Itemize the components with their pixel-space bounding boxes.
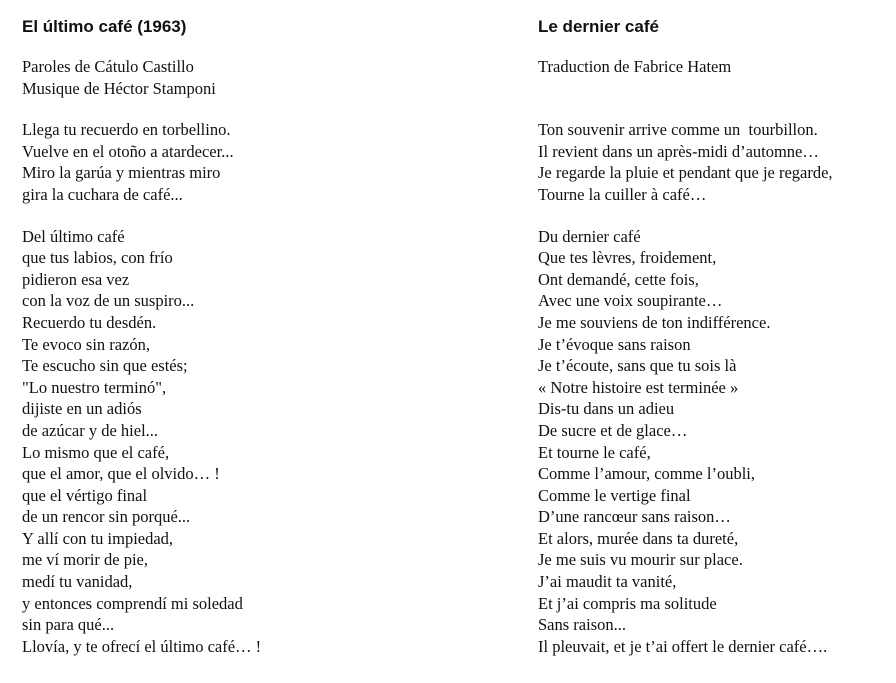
verse-line: Te escucho sin que estés; [22, 356, 188, 376]
credit-spacer [538, 78, 890, 100]
verse-line: « Notre histoire est terminée » [538, 377, 739, 397]
verse-line: Y allí con tu impiedad, [22, 528, 174, 548]
verse-line: D’une rancœur sans raison… [538, 507, 731, 527]
verse-line: que el amor, que el olvido… ! [22, 464, 220, 484]
verse-line: sin para qué... [22, 615, 115, 635]
verse-line: Du dernier café [538, 226, 641, 246]
verse-line: Il pleuvait, et je t’ai offert le dernier café…. [538, 636, 828, 656]
spanish-credits [22, 56, 502, 99]
verse-line: De sucre et de glace… [538, 420, 688, 440]
verse-line: Miro la garúa y mientras miro [22, 163, 221, 183]
verse-line: gira la cuchara de café... [22, 184, 183, 204]
verse-line: Que tes lèvres, froidement, [538, 248, 717, 268]
verse-line: Lo mismo que el café, [22, 442, 170, 462]
verse-line: Ont demandé, cette fois, [538, 269, 699, 289]
verse-line: Ton souvenir arrive comme un tourbillon. [538, 120, 818, 140]
verse-line: Comme le vertige final [538, 485, 691, 505]
verse-line: dijiste en un adiós [22, 399, 142, 419]
verse-line: Dis-tu dans un adieu [538, 399, 675, 419]
verse-line: Avec une voix soupirante… [538, 291, 723, 311]
verse-line: Et tourne le café, [538, 442, 651, 462]
verse-line: de un rencor sin porqué... [22, 507, 191, 527]
verse-line: que el vértigo final [22, 485, 148, 505]
credit-line: Paroles de Cátulo Castillo [22, 57, 194, 76]
verse-line: Je t’écoute, sans que tu sois là [538, 356, 737, 376]
verse-line: Llovía, y te ofrecí el último café… ! [22, 636, 262, 656]
verse-line: "Lo nuestro terminó", [22, 377, 167, 397]
credit-line: Traduction de Fabrice Hatem [538, 57, 732, 76]
verse-line: Vuelve en el otoño a atardecer... [22, 141, 234, 161]
verse-line: Je me suis vu mourir sur place. [538, 550, 743, 570]
verse-line: Te evoco sin razón, [22, 334, 151, 354]
verse-line: con la voz de un suspiro... [22, 291, 195, 311]
verse-line: Je regarde la pluie et pendant que je regarde, [538, 163, 833, 183]
french-column [538, 14, 890, 657]
french-title: Le dernier café [538, 17, 659, 36]
verse-line: y entonces comprendí mi soledad [22, 593, 243, 613]
spanish-column [22, 14, 502, 657]
french-stanza-2 [538, 226, 890, 658]
verse-line: de azúcar y de hiel... [22, 420, 159, 440]
credit-line: Musique de Héctor Stamponi [22, 78, 216, 98]
verse-line: Et j’ai compris ma solitude [538, 593, 717, 613]
spanish-title: El último café (1963) [22, 17, 187, 36]
verse-line: Je me souviens de ton indifférence. [538, 312, 771, 332]
spanish-stanza-1 [22, 119, 502, 205]
verse-line: Je t’évoque sans raison [538, 334, 691, 354]
spanish-stanza-2 [22, 226, 502, 658]
verse-line: J’ai maudit ta vanité, [538, 572, 677, 592]
french-credits [538, 56, 890, 99]
verse-line: Tourne la cuiller à café… [538, 184, 707, 204]
french-stanza-1 [538, 119, 890, 205]
verse-line: me ví morir de pie, [22, 550, 149, 570]
verse-line: pidieron esa vez [22, 269, 130, 289]
verse-line: Llega tu recuerdo en torbellino. [22, 120, 231, 140]
verse-line: Il revient dans un après-midi d’automne… [538, 141, 819, 161]
verse-line: Comme l’amour, comme l’oubli, [538, 464, 756, 484]
verse-line: Del último café [22, 226, 125, 246]
verse-line: Recuerdo tu desdén. [22, 312, 157, 332]
verse-line: Et alors, murée dans ta dureté, [538, 528, 739, 548]
verse-line: medí tu vanidad, [22, 572, 133, 592]
verse-line: Sans raison... [538, 615, 626, 635]
verse-line: que tus labios, con frío [22, 248, 173, 268]
